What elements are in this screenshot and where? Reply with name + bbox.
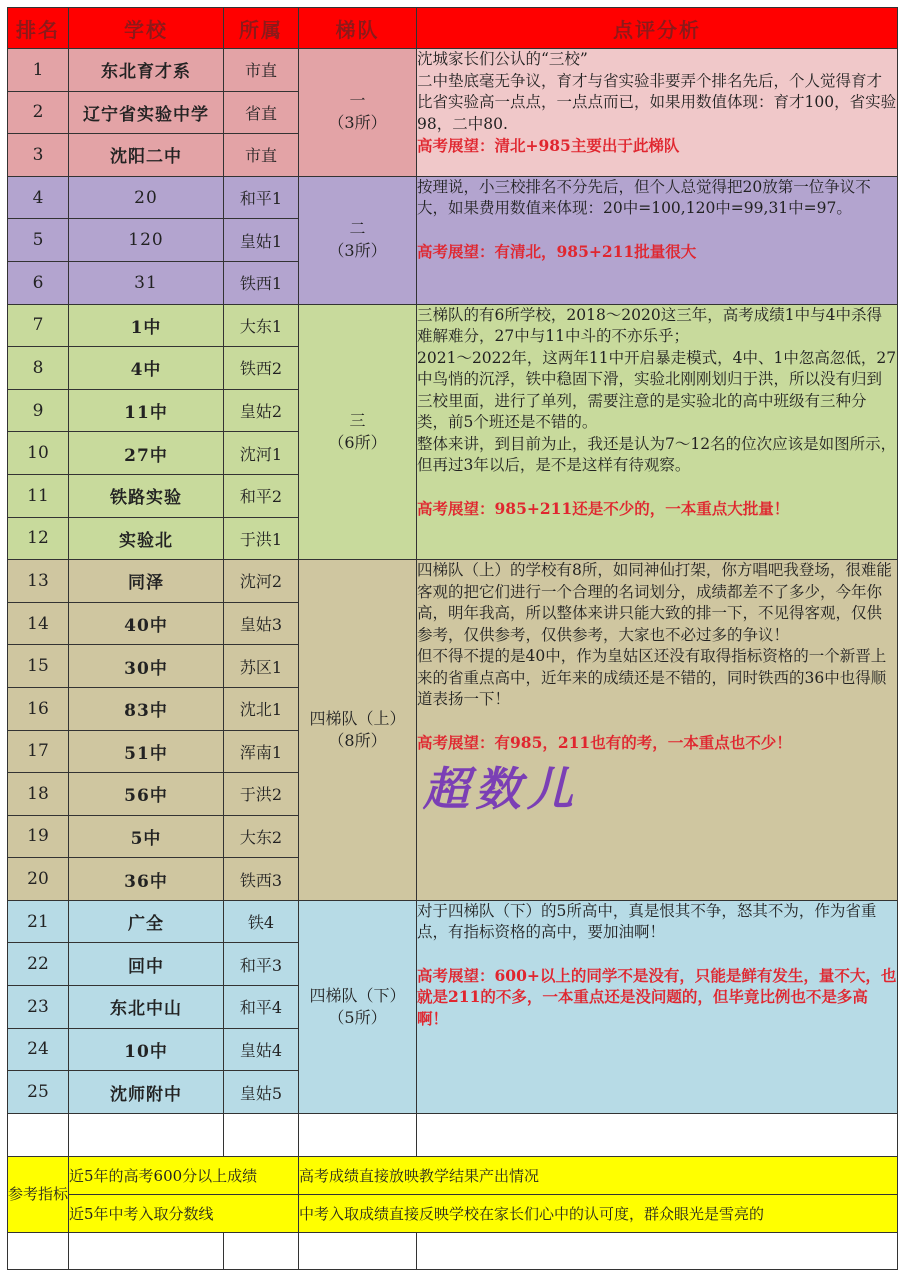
district-cell: 市直 (224, 134, 299, 177)
table-row (8, 560, 898, 603)
school-cell: 东北中山 (69, 986, 224, 1029)
empty-cell (417, 1232, 898, 1269)
school-cell: 4中 (69, 347, 224, 390)
tier-count: （3所） (328, 113, 387, 133)
analysis-cell-tier-3 (417, 304, 898, 560)
empty-cell (417, 1113, 898, 1156)
analysis-text: 2021～2022年，这两年11中开启暴走模式，4中、1中忽高忽低，27中鸟悄的沉浮，铁中稳固下滑，实验北刚刚划归于洪，所以没有归到三校里面，进行了单列，需要注意的是实验北的高中班级有三种分类，前5个班还是不错的。 (417, 348, 897, 432)
tier-name: 二 (349, 219, 366, 239)
table-row (8, 304, 898, 347)
rank-cell: 22 (8, 943, 69, 986)
author-signature: 超数儿 (423, 762, 579, 817)
school-cell: 20 (69, 176, 224, 219)
school-cell: 120 (69, 219, 224, 262)
rank-cell: 6 (8, 261, 69, 304)
tier-cell-4-upper (299, 560, 417, 901)
rank-cell: 18 (8, 773, 69, 816)
school-cell: 沈师附中 (69, 1071, 224, 1114)
school-cell: 27中 (69, 432, 224, 475)
empty-cell (8, 1113, 69, 1156)
district-cell: 皇姑4 (224, 1028, 299, 1071)
analysis-text: 按理说，小三校排名不分先后，但个人总觉得把20放第一位争议不大，如果费用数值来体现：20中=100,120中=99,31中=97。 (417, 177, 871, 218)
school-cell: 广全 (69, 900, 224, 943)
empty-cell (8, 1232, 69, 1269)
school-cell: 铁路实验 (69, 474, 224, 517)
district-cell: 沈河1 (224, 432, 299, 475)
school-cell: 56中 (69, 773, 224, 816)
school-cell: 同泽 (69, 560, 224, 603)
district-cell: 苏区1 (224, 645, 299, 688)
reference-explanation: 高考成绩直接放映教学结果产出情况 (299, 1156, 898, 1194)
district-cell: 浑南1 (224, 730, 299, 773)
rank-cell: 4 (8, 176, 69, 219)
district-cell: 皇姑3 (224, 602, 299, 645)
analysis-text: 整体来讲，到目前为止，我还是认为7～12名的位次应该是如图所示，但再过3年以后，是不是这样有待观察。 (417, 434, 897, 475)
empty-cell (299, 1113, 417, 1156)
tier-cell-1 (299, 49, 417, 177)
school-cell: 10中 (69, 1028, 224, 1071)
rank-cell: 17 (8, 730, 69, 773)
analysis-text: 三梯队的有6所学校，2018～2020这三年，高考成绩1中与4中杀得难解难分，27中与11中斗的不亦乐乎； (417, 305, 882, 346)
school-cell: 1中 (69, 304, 224, 347)
tier-cell-3 (299, 304, 417, 560)
analysis-text: 对于四梯队（下）的5所高中，真是恨其不争，怒其不为，作为省重点，有指标资格的高中，要加油啊！ (417, 901, 877, 942)
school-cell: 沈阳二中 (69, 134, 224, 177)
tier-cell-2 (299, 176, 417, 304)
analysis-cell-tier-2 (417, 176, 898, 304)
rank-cell: 13 (8, 560, 69, 603)
district-cell: 省直 (224, 91, 299, 134)
rank-cell: 16 (8, 687, 69, 730)
empty-cell (69, 1232, 224, 1269)
district-cell: 铁西2 (224, 347, 299, 390)
table-row (8, 49, 898, 92)
district-cell: 沈北1 (224, 687, 299, 730)
header-analysis: 点评分析 (417, 8, 898, 49)
header-row (8, 8, 898, 49)
empty-cell (299, 1232, 417, 1269)
rank-cell: 5 (8, 219, 69, 262)
district-cell: 皇姑5 (224, 1071, 299, 1114)
empty-cell (224, 1113, 299, 1156)
reference-row (8, 1156, 898, 1194)
district-cell: 大东2 (224, 815, 299, 858)
outlook-text: 高考展望：有清北，985+211批量很大 (417, 241, 697, 261)
school-cell: 11中 (69, 389, 224, 432)
district-cell: 和平3 (224, 943, 299, 986)
rank-cell: 15 (8, 645, 69, 688)
district-cell: 铁西3 (224, 858, 299, 901)
school-cell: 31 (69, 261, 224, 304)
table-row (8, 900, 898, 943)
district-cell: 和平1 (224, 176, 299, 219)
empty-row (8, 1232, 898, 1269)
school-cell: 实验北 (69, 517, 224, 560)
rank-cell: 2 (8, 91, 69, 134)
school-cell: 36中 (69, 858, 224, 901)
district-cell: 沈河2 (224, 560, 299, 603)
tier-count: （6所） (328, 432, 387, 452)
analysis-text: 沈城家长们公认的“三校” (417, 50, 588, 68)
school-cell: 5中 (69, 815, 224, 858)
tier-name: 四梯队（下） (309, 985, 406, 1005)
reference-label: 参考指标 (8, 1156, 69, 1232)
header-school: 学校 (69, 8, 224, 49)
rank-cell: 20 (8, 858, 69, 901)
rank-cell: 21 (8, 900, 69, 943)
header-rank: 排名 (8, 8, 69, 49)
rank-cell: 11 (8, 474, 69, 517)
reference-metric: 近5年中考入取分数线 (69, 1194, 299, 1232)
analysis-text: 二中垫底毫无争议，育才与省实验非要弄个排名先后，个人觉得育才比省实验高一点点，一点点而已，如果用数值体现：育才100，省实验98，二中80. (417, 71, 897, 133)
district-cell: 皇姑2 (224, 389, 299, 432)
rank-cell: 23 (8, 986, 69, 1029)
outlook-text: 高考展望：600+以上的同学不是没有，只能是鲜有发生，量不大，也就是211的不多，一本重点还是没问题的，但毕竟比例也不是多高啊！ (417, 965, 897, 1028)
rank-cell: 9 (8, 389, 69, 432)
school-cell: 83中 (69, 687, 224, 730)
school-cell: 回中 (69, 943, 224, 986)
school-cell: 51中 (69, 730, 224, 773)
header-tier: 梯队 (299, 8, 417, 49)
tier-name: 一 (349, 91, 366, 111)
analysis-text: 四梯队（上）的学校有8所，如同神仙打架，你方唱吧我登场，很难能客观的把它们进行一个合理的名词划分，成绩都差不了多少，今年你高，明年我高，所以整体来讲只能大致的排一下，不见得客观，仅供参考，仅供参考，仅供参考，大家也不必过多的争议！ (417, 561, 892, 644)
reference-metric: 近5年的高考600分以上成绩 (69, 1156, 299, 1194)
rank-cell: 10 (8, 432, 69, 475)
rank-cell: 25 (8, 1071, 69, 1114)
empty-cell (69, 1113, 224, 1156)
district-cell: 于洪1 (224, 517, 299, 560)
rank-cell: 7 (8, 304, 69, 347)
table-row (8, 176, 898, 219)
district-cell: 大东1 (224, 304, 299, 347)
header-district: 所属 (224, 8, 299, 49)
rank-cell: 14 (8, 602, 69, 645)
outlook-text: 高考展望：有985，211也有的考，一本重点也不少！ (417, 732, 792, 752)
tier-count: （5所） (328, 1007, 387, 1027)
school-cell: 30中 (69, 645, 224, 688)
district-cell: 铁西1 (224, 261, 299, 304)
rank-cell: 19 (8, 815, 69, 858)
district-cell: 铁4 (224, 900, 299, 943)
analysis-cell-tier-4-lower (417, 900, 898, 1113)
empty-row (8, 1113, 898, 1156)
district-cell: 和平4 (224, 986, 299, 1029)
tier-count: （8所） (328, 731, 387, 750)
school-cell: 东北育才系 (69, 49, 224, 92)
outlook-text: 高考展望：清北+985主要出于此梯队 (417, 136, 680, 155)
school-cell: 40中 (69, 602, 224, 645)
school-ranking-table (7, 7, 898, 1270)
analysis-cell-tier-4-upper (417, 560, 898, 901)
rank-cell: 12 (8, 517, 69, 560)
analysis-text: 但不得不提的是40中，作为皇姑区还没有取得指标资格的一个新晋上来的省重点高中，近年来的成绩还是不错的，同时铁西的36中也得顺道表扬一下！ (417, 647, 887, 709)
district-cell: 和平2 (224, 474, 299, 517)
analysis-cell-tier-1 (417, 49, 898, 177)
rank-cell: 1 (8, 49, 69, 92)
rank-cell: 3 (8, 134, 69, 177)
tier-name: 三 (349, 410, 366, 430)
reference-explanation: 中考入取成绩直接反映学校在家长们心中的认可度，群众眼光是雪亮的 (299, 1194, 898, 1232)
district-cell: 皇姑1 (224, 219, 299, 262)
tier-count: （3所） (328, 241, 387, 261)
rank-cell: 8 (8, 347, 69, 390)
tier-cell-4-lower (299, 900, 417, 1113)
district-cell: 于洪2 (224, 773, 299, 816)
outlook-text: 高考展望：985+211还是不少的，一本重点大批量！ (417, 498, 790, 518)
reference-row (8, 1194, 898, 1232)
school-cell: 辽宁省实验中学 (69, 91, 224, 134)
empty-cell (224, 1232, 299, 1269)
district-cell: 市直 (224, 49, 299, 92)
tier-name: 四梯队（上） (309, 709, 406, 728)
rank-cell: 24 (8, 1028, 69, 1071)
